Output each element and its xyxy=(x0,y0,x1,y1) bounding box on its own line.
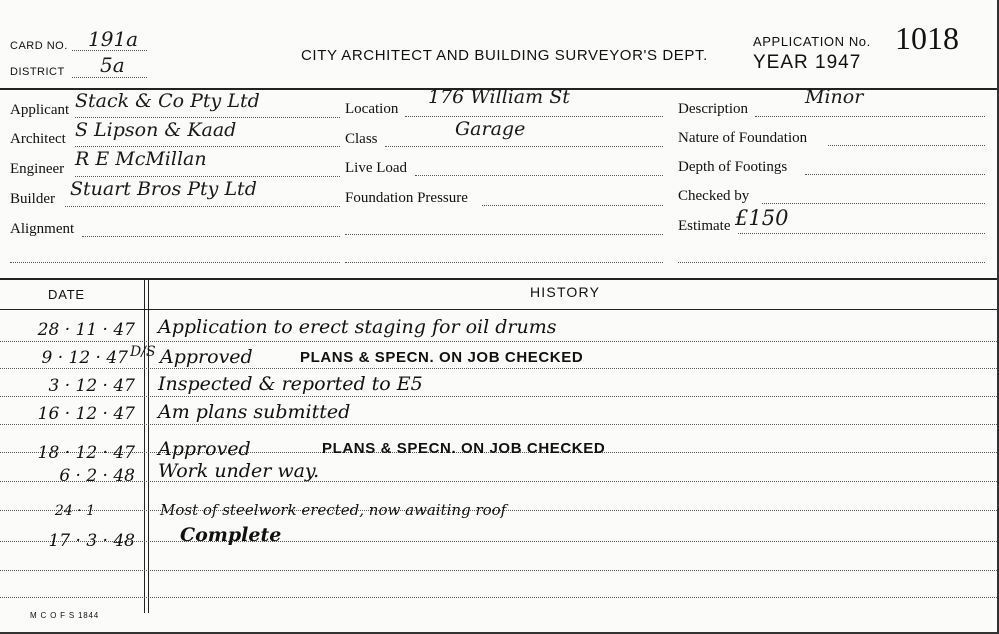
application-number: 1018 xyxy=(895,20,959,56)
history-row-4-entry: Am plans submitted xyxy=(158,401,351,423)
history-row-8-date: 17 · 3 · 48 xyxy=(48,531,135,551)
class-line xyxy=(385,146,663,147)
col2-line-6 xyxy=(345,262,663,263)
history-row-3-entry: Inspected & reported to E5 xyxy=(158,373,423,395)
location-value: 176 William St xyxy=(428,86,570,108)
history-row-3-date: 3 · 12 · 47 xyxy=(48,376,135,396)
col2-line-5 xyxy=(345,234,663,235)
checked-by-line xyxy=(762,203,985,204)
history-row-2-prefix: D/S xyxy=(130,344,156,360)
architect-value: S Lipson & Kaad xyxy=(75,119,237,141)
applicant-line xyxy=(75,117,340,118)
description-value: Minor xyxy=(805,86,864,108)
year-label: YEAR 1947 xyxy=(753,52,862,73)
estimate-value: £150 xyxy=(735,206,789,230)
live-load-label: Live Load xyxy=(345,160,408,176)
nature-of-foundation-line xyxy=(828,145,985,146)
department-title: CITY ARCHITECT AND BUILDING SURVEYOR'S DEPT. xyxy=(301,47,708,64)
history-row-2-entry: Approved xyxy=(160,346,253,368)
history-row-7-date: 24 · 1 xyxy=(54,503,95,519)
form-code: M C O F S 1844 xyxy=(30,611,99,620)
builder-line xyxy=(65,206,340,207)
engineer-value: R E McMillan xyxy=(75,148,207,170)
architect-label: Architect xyxy=(10,131,66,147)
alignment-label: Alignment xyxy=(10,221,75,237)
history-row-6-date: 6 · 2 · 48 xyxy=(59,466,135,486)
class-label: Class xyxy=(345,131,378,147)
card-no-value: 191a xyxy=(88,27,139,51)
history-row-1-entry: Application to erect staging for oil drums xyxy=(158,316,557,338)
estimate-label: Estimate xyxy=(678,218,731,234)
history-header-rule xyxy=(0,309,999,310)
engineer-label: Engineer xyxy=(10,161,65,177)
history-row-5-date: 18 · 12 · 47 xyxy=(37,443,135,463)
engineer-line xyxy=(75,176,340,177)
card-no-line xyxy=(72,50,147,51)
location-line xyxy=(405,116,663,117)
district-label: DISTRICT xyxy=(10,66,65,78)
foundation-pressure-label: Foundation Pressure xyxy=(345,190,468,206)
alignment-line-2 xyxy=(10,262,340,263)
history-row-2-date: 9 · 12 · 47 xyxy=(41,348,128,368)
description-label: Description xyxy=(678,101,748,117)
history-header: HISTORY xyxy=(530,284,601,300)
class-value: Garage xyxy=(455,118,526,140)
application-label: APPLICATION No. xyxy=(753,34,871,49)
foundation-pressure-line xyxy=(482,205,663,206)
applicant-value: Stack & Co Pty Ltd xyxy=(75,90,260,112)
district-line xyxy=(72,77,147,78)
date-column-divider xyxy=(144,280,145,613)
date-column-divider-2 xyxy=(148,280,149,613)
architect-line xyxy=(75,146,340,147)
history-row-5-entry: Approved xyxy=(158,438,251,460)
description-line xyxy=(755,116,985,117)
history-row-7-entry: Most of steelwork erected, now awaiting roof xyxy=(160,501,507,519)
nature-of-foundation-label: Nature of Foundation xyxy=(678,130,808,146)
history-row-2-stamp: PLANS & SPECN. ON JOB CHECKED xyxy=(300,349,584,366)
card-no-label: CARD NO. xyxy=(10,40,68,52)
location-label: Location xyxy=(345,101,399,117)
history-row-8-entry: Complete xyxy=(180,524,282,546)
history-row-5-stamp: PLANS & SPECN. ON JOB CHECKED xyxy=(322,440,606,457)
depth-of-footings-label: Depth of Footings xyxy=(678,159,788,175)
checked-by-label: Checked by xyxy=(678,188,750,204)
estimate-line xyxy=(738,233,985,234)
district-value: 5a xyxy=(100,53,125,77)
builder-value: Stuart Bros Pty Ltd xyxy=(70,178,257,200)
applicant-label: Applicant xyxy=(10,102,70,118)
history-row-4-date: 16 · 12 · 47 xyxy=(37,404,135,424)
history-row-6-entry: Work under way. xyxy=(158,460,320,482)
history-top-rule xyxy=(0,278,999,280)
history-row-1-date: 28 · 11 · 47 xyxy=(37,320,135,340)
live-load-line xyxy=(415,175,663,176)
alignment-line xyxy=(82,236,340,237)
col3-line-6 xyxy=(678,262,985,263)
date-header: DATE xyxy=(48,287,85,302)
depth-of-footings-line xyxy=(805,174,985,175)
builder-label: Builder xyxy=(10,191,55,207)
